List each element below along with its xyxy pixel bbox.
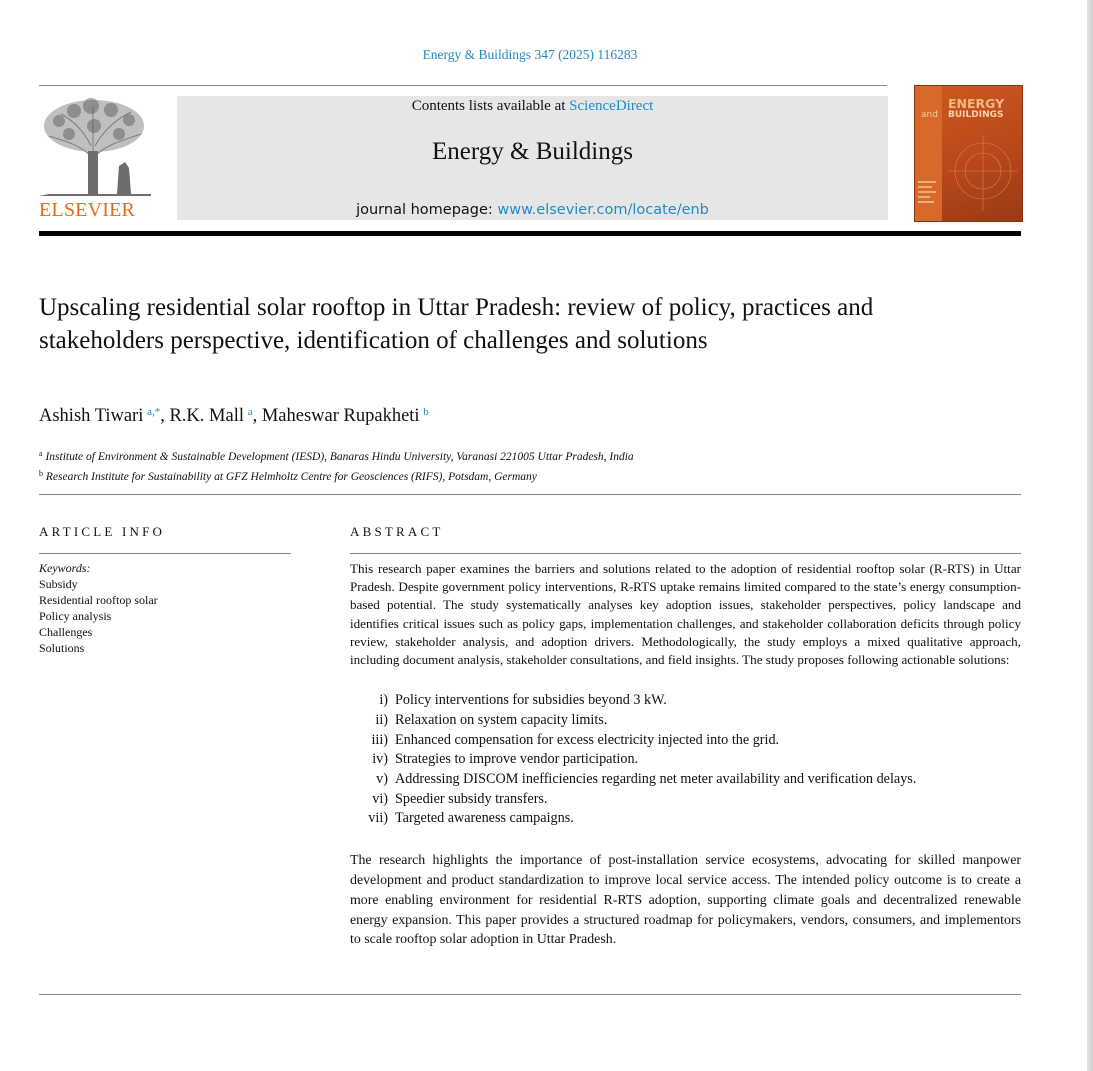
solution-number: i) [379, 692, 388, 709]
affiliation-text: Institute of Environment & Sustainable Development (IESD), Banaras Hindu University, Varanasi 221005 Uttar Pradesh, India [45, 451, 634, 463]
affiliation-mark: b [39, 468, 43, 478]
author-separator: , [252, 406, 262, 426]
solution-text: Policy interventions for subsidies beyond 3 kW. [395, 692, 667, 709]
journal-homepage-line [177, 202, 888, 218]
homepage-prefix: journal homepage: [356, 202, 498, 218]
cover-text-lines-icon [918, 181, 940, 211]
solution-number: v) [376, 771, 388, 788]
publisher-wordmark: ELSEVIER [39, 199, 136, 221]
journal-name: Energy & Buildings [432, 138, 633, 165]
solution-text: Strategies to improve vendor participation. [395, 751, 639, 768]
solution-number: vi) [372, 790, 388, 807]
solution-item [350, 750, 1021, 770]
affiliation-mark: a [39, 449, 43, 458]
keyword-item: Policy analysis [39, 609, 112, 623]
contents-available-line [177, 98, 888, 115]
header-top-rule [39, 85, 887, 86]
author-name[interactable]: R.K. Mall [169, 406, 244, 426]
elsevier-logo [39, 96, 151, 222]
solution-item [350, 790, 1021, 810]
author-separator: , [160, 406, 170, 426]
author-list [39, 406, 429, 427]
author-affiliation-mark[interactable]: a [247, 406, 253, 418]
page-edge-shadow [1087, 0, 1093, 1071]
solution-text: Speedier subsidy transfers. [395, 790, 548, 807]
journal-citation-link[interactable]: Energy & Buildings 347 (2025) 116283 [422, 47, 638, 62]
keyword-item: Challenges [39, 625, 93, 639]
keywords-label: Keywords: [39, 561, 91, 575]
section-divider [39, 494, 1021, 495]
affiliation-list [39, 446, 634, 485]
solution-item [350, 711, 1021, 731]
affiliation-item [39, 466, 634, 486]
tree-emblem-icon [39, 96, 151, 196]
journal-homepage-link[interactable]: www.elsevier.com/locate/enb [497, 202, 709, 218]
abstract-heading: ABSTRACT [350, 524, 444, 539]
solution-item [350, 770, 1021, 790]
abstract-intro: This research paper examines the barriers and solutions related to the adoption of residential rooftop solar (R-RTS) in Uttar Pradesh. Despite government policy interventions, R-RTS uptake remains limited compared to the state’s energy consumption-based potential. The study systematically analyses key adoption issues, stakeholder perspectives, policy landscape and identifies critical issues such as policy gaps, implementation challenges, and stakeholder collaboration deficits through policy review, stakeholder analysis, and adoption drivers. Methodologically, the study employs a mixed qualitative approach, including document analysis, stakeholder consultations, and field insights. The study proposes following actionable solutions: [350, 561, 1021, 668]
keywords-block [39, 560, 158, 656]
author-affiliation-mark[interactable]: b [423, 406, 429, 418]
cover-title-line2: BUILDINGS [948, 110, 1004, 120]
cover-graphic-icon [943, 126, 1021, 221]
author-name[interactable]: Ashish Tiwari [39, 406, 144, 426]
keyword-item: Subsidy [39, 577, 78, 591]
solution-number: iv) [372, 751, 388, 768]
section-end-rule [39, 994, 1021, 995]
affiliation-text: Research Institute for Sustainability at GFZ Helmholtz Centre for Geosciences (RIFS), Potsdam, Germany [45, 470, 537, 483]
abstract-body [350, 560, 1021, 950]
header-bottom-thick-rule [39, 231, 1021, 236]
author-name[interactable]: Maheswar Rupakheti [261, 406, 420, 426]
author-affiliation-mark[interactable]: a,* [147, 406, 161, 418]
affiliation-item [39, 446, 634, 466]
solution-text: Addressing DISCOM inefficiencies regarding net meter availability and verification delays. [395, 771, 917, 788]
article-info-heading: ARTICLE INFO [39, 524, 166, 539]
solution-text: Targeted awareness campaigns. [395, 810, 574, 827]
solution-item [350, 691, 1021, 711]
solution-number: vii) [368, 810, 388, 827]
keyword-item: Residential rooftop solar [39, 593, 158, 607]
cover-title-line1: ENERGY [948, 96, 1005, 111]
solution-number: iii) [371, 731, 388, 748]
solution-text: Relaxation on system capacity limits. [395, 711, 608, 728]
contents-prefix: Contents lists available at [411, 98, 570, 114]
article-title: Upscaling residential solar rooftop in Uttar Pradesh: review of policy, practices and stakeholders perspective, identification of challenges and solutions [39, 294, 874, 354]
cover-and-text: and [921, 110, 938, 120]
abstract-rule [350, 553, 1021, 554]
solutions-list [350, 691, 1021, 829]
article-info-rule [39, 553, 291, 554]
solution-text: Enhanced compensation for excess electricity injected into the grid. [395, 731, 780, 748]
journal-header-box [177, 96, 888, 220]
sciencedirect-link[interactable]: ScienceDirect [569, 98, 654, 114]
solution-item [350, 809, 1021, 829]
keyword-item: Solutions [39, 641, 85, 655]
solution-number: ii) [375, 711, 388, 728]
journal-cover-thumbnail[interactable] [914, 85, 1023, 222]
solution-item [350, 731, 1021, 751]
abstract-conclusion: The research highlights the importance of post-installation service ecosystems, advocating for skilled manpower development and product standardization to improve local service access. The intended policy outcome is to create a more enabling environment for residential R-RTS adoption, supporting climate goals and decentralized renewable energy expansion. This paper provides a structured roadmap for policymakers, vendors, consumers, and implementors to scale rooftop solar adoption in Uttar Pradesh. [350, 853, 1021, 948]
